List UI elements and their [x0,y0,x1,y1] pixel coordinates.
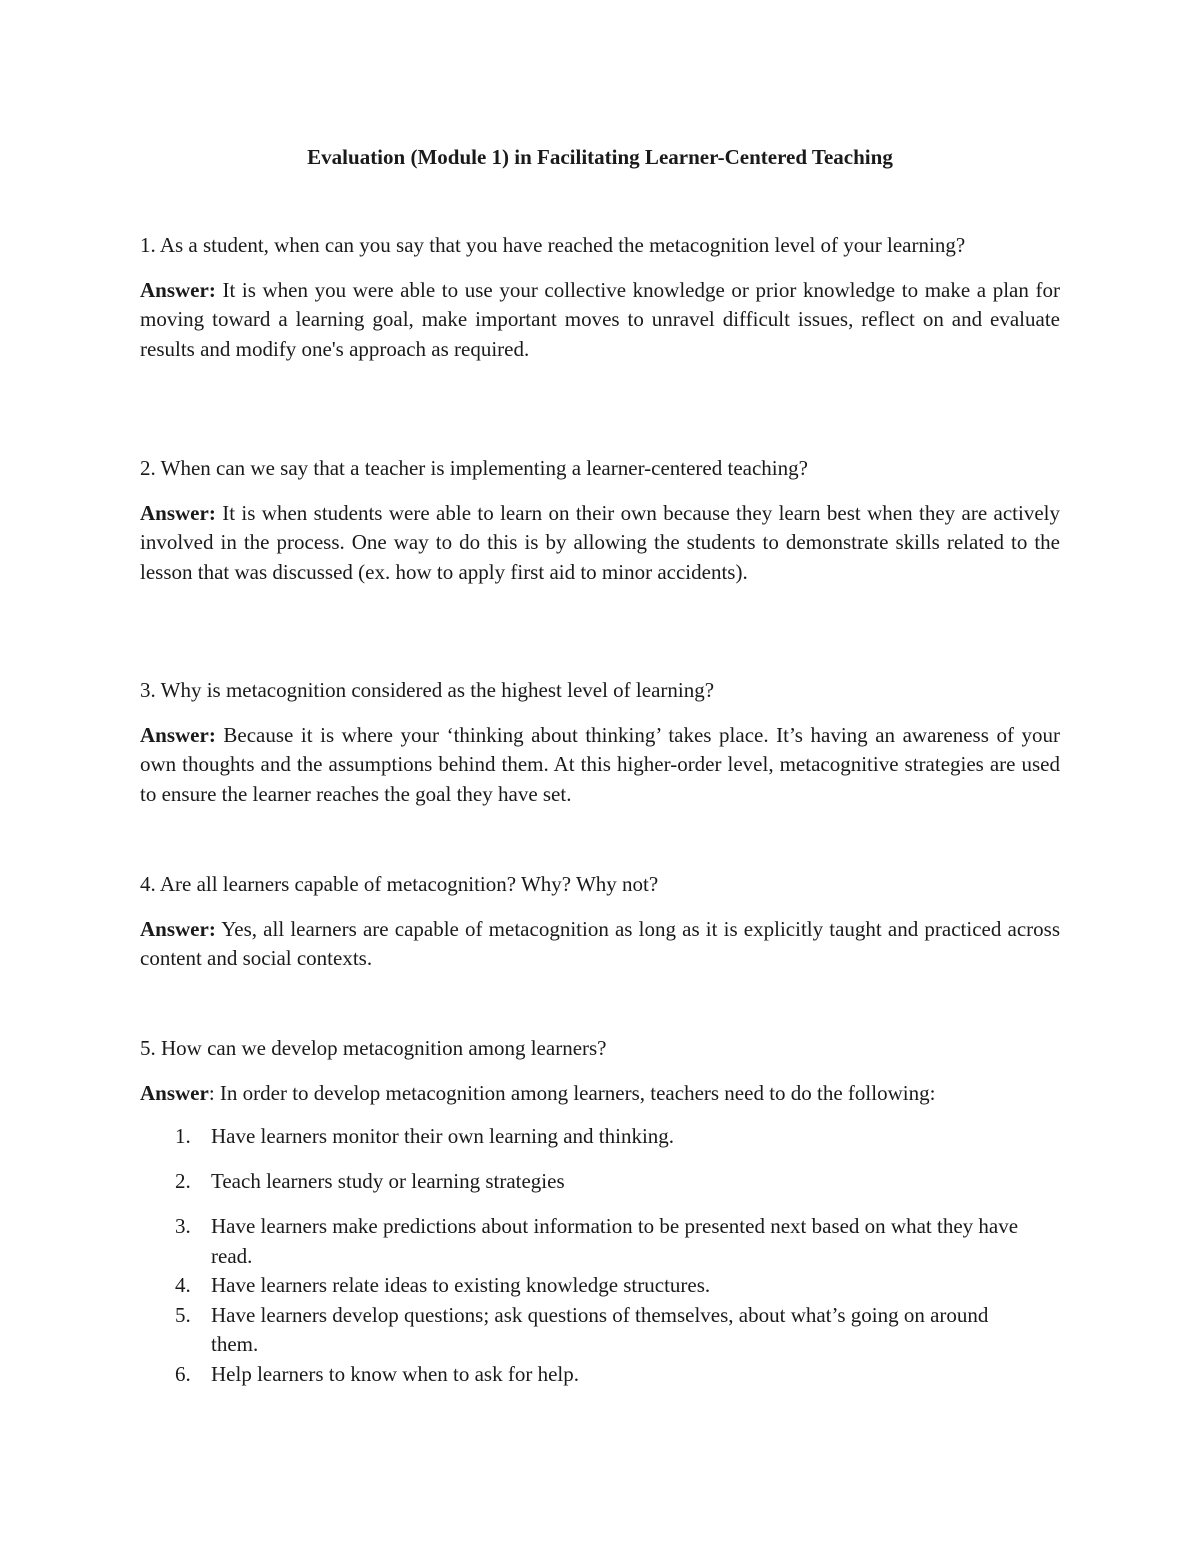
answer-paragraph [140,1079,1060,1109]
answer-label: Answer: [140,277,216,302]
list-item [140,1360,1031,1390]
list-item-text: Have learners make predictions about information to be presented next based on what they have read. [211,1214,1019,1268]
list-item [140,1271,1031,1301]
answer-label: Answer [140,1080,209,1105]
question-text: 5. How can we develop metacognition among learners? [140,1036,607,1060]
list-item [140,1212,1031,1271]
list-item-text: Help learners to know when to ask for help. [211,1361,579,1386]
question-block-5 [140,1034,1060,1389]
question-text: 2. When can we say that a teacher is implementing a learner-centered teaching? [140,456,808,480]
list-number: 6. [175,1361,191,1386]
question-block-3 [140,676,1060,809]
list-number: 2. [175,1169,191,1193]
answer-paragraph [140,499,1060,588]
list-number: 1. [175,1124,191,1148]
list-item [140,1167,1031,1197]
list-item [140,1301,1031,1360]
answer-paragraph [140,276,1060,365]
answer-text: It is when students were able to learn on their own because they learn best when they are actively involved in the process. One way to do this is by allowing the students to demonstrate skills related to the lesson that was discussed (ex. how to apply first aid to minor accidents). [140,500,1060,584]
answer-paragraph [140,721,1060,810]
answer-paragraph [140,915,1060,974]
question-text: 3. Why is metacognition considered as the highest level of learning? [140,678,715,702]
list-item-text: Teach learners study or learning strategies [211,1169,565,1193]
answer-text: It is when you were able to use your collective knowledge or prior knowledge to make a plan for moving toward a learning goal, make important moves to unravel difficult issues, reflect on and evaluate results and modify one's approach as required. [140,277,1060,361]
document-title: Evaluation (Module 1) in Facilitating Learner-Centered Teaching [307,145,893,169]
question-block-1 [140,231,1060,364]
list-item-text: Have learners develop questions; ask questions of themselves, about what’s going on around them. [211,1302,989,1356]
question-text: 4. Are all learners capable of metacognition? Why? Why not? [140,872,659,896]
list-number: 5. [175,1302,191,1327]
list-item [140,1122,1031,1152]
answer-text: Yes, all learners are capable of metacognition as long as it is explicitly taught and practiced across content and social contexts. [140,916,1060,970]
answer-label: Answer: [140,916,216,941]
answer-label: Answer: [140,500,216,525]
answer-text: Because it is where your ‘thinking about thinking’ takes place. It’s having an awareness of your own thoughts and the assumptions behind them. At this higher-order level, metacognitive strategies are used to ensure the learner reaches the goal they have set. [140,722,1060,806]
list-number: 3. [175,1214,191,1238]
answer-text: : In order to develop metacognition among learners, teachers need to do the following: [208,1080,936,1105]
list-item-text: Have learners monitor their own learning and thinking. [211,1124,675,1148]
list-number: 4. [175,1273,191,1297]
question-block-4 [140,870,1060,974]
strategy-list [140,1122,1060,1389]
list-item-text: Have learners relate ideas to existing knowledge structures. [211,1273,711,1297]
question-block-2 [140,454,1060,587]
question-text: 1. As a student, when can you say that you have reached the metacognition level of your learning? [140,233,966,257]
answer-label: Answer: [140,722,216,747]
